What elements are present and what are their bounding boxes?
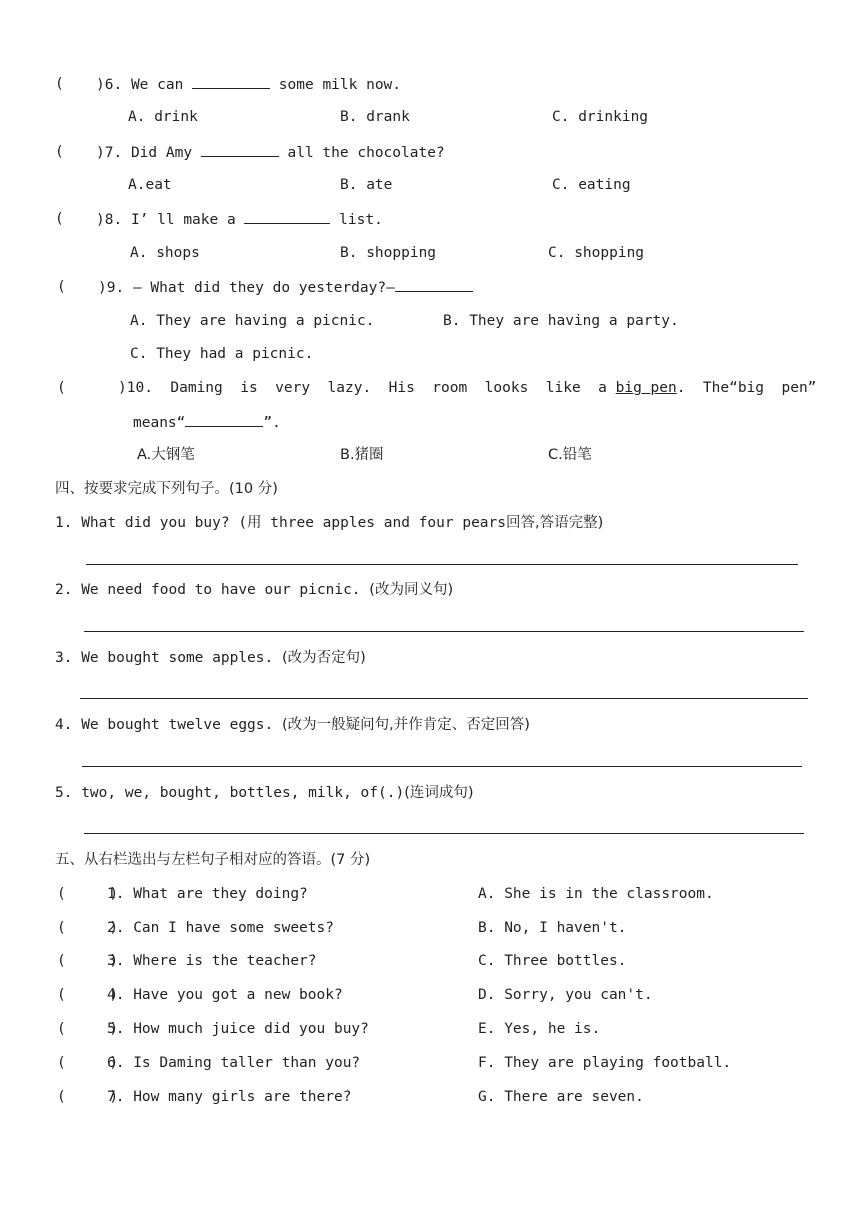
q6-option-c: C. drinking (552, 109, 649, 125)
q8-option-b: B. shopping (340, 245, 437, 261)
q10-underlined-phrase: big pen (615, 380, 677, 396)
s5-left-7: 7. How many girls are there? (107, 1089, 352, 1105)
q8-paren: ( (55, 211, 64, 227)
q6-option-b: B. drank (340, 109, 410, 125)
q8-number: )8. (96, 212, 123, 228)
q9-option-c: C. They had a picnic. (130, 346, 314, 362)
q8-option-c: C. shopping (548, 245, 645, 261)
s5-paren-6: ( ) (57, 1055, 119, 1071)
s5-paren-4: ( ) (57, 987, 119, 1003)
q10-option-a: A.大钢笔 (137, 447, 195, 463)
q6-blank[interactable] (192, 75, 270, 89)
s5-right-a: A. She is in the classroom. (478, 886, 714, 902)
q10-means-line (133, 413, 281, 432)
q7-option-a: A.eat (128, 177, 172, 193)
s4-item-2 (55, 581, 453, 599)
s4-item-3-en: 3. We bought some apples. (55, 650, 282, 666)
s4-answer-line-4[interactable] (82, 766, 802, 767)
q8-line (96, 210, 383, 229)
q6-text-post: some milk now. (278, 77, 402, 93)
q9-option-b: B. They are having a party. (443, 313, 679, 329)
s4-item-1-en: 1. What did you buy? (用 three apples and four pears (55, 515, 506, 531)
q7-number: )7. (96, 145, 123, 161)
q10-option-b: B.猪圈 (340, 447, 384, 463)
q7-text-pre: Did Amy (130, 145, 193, 161)
q10-blank[interactable] (185, 413, 263, 427)
q8-blank[interactable] (244, 210, 330, 224)
s4-item-3 (55, 649, 366, 667)
s5-paren-2: ( ) (57, 920, 119, 936)
s5-left-3: 3. Where is the teacher? (107, 953, 317, 969)
s5-right-c: C. Three bottles. (478, 953, 627, 969)
section4-heading: 四、按要求完成下列句子。(10 分) (55, 481, 278, 497)
s4-item-4 (55, 716, 530, 734)
q7-option-b: B. ate (340, 177, 393, 193)
s4-item-5-en: 5. two, we, bought, bottles, milk, of(.) (55, 785, 405, 801)
s4-item-3-zh: (改为否定句) (281, 650, 366, 666)
q10-means-pre: means“ (133, 415, 186, 431)
s5-right-b: B. No, I haven't. (478, 920, 627, 936)
q10-text-pre: Daming is very lazy. His room looks like a (170, 380, 607, 396)
s4-item-2-en: 2. We need food to have our picnic. (55, 582, 370, 598)
section5-heading: 五、从右栏选出与左栏句子相对应的答语。(7 分) (55, 852, 371, 868)
s5-right-f: F. They are playing football. (478, 1055, 732, 1071)
q6-line (96, 75, 401, 94)
s5-right-d: D. Sorry, you can't. (478, 987, 653, 1003)
q9-option-a: A. They are having a picnic. (130, 313, 375, 329)
s4-answer-line-3[interactable] (80, 698, 808, 699)
q9-text: — What did they do yesterday?— (132, 280, 395, 296)
s4-item-4-zh: (改为一般疑问句,并作肯定、否定回答) (281, 717, 530, 733)
q8-text-post: list. (339, 212, 383, 228)
s4-item-5 (55, 784, 474, 802)
q7-line (96, 143, 445, 162)
q9-line (98, 278, 473, 297)
s5-left-5: 5. How much juice did you buy? (107, 1021, 369, 1037)
s5-paren-1: ( ) (57, 886, 119, 902)
s4-answer-line-2[interactable] (84, 631, 804, 632)
s5-right-e: E. Yes, he is. (478, 1021, 601, 1037)
s4-answer-line-5[interactable] (84, 833, 804, 834)
q9-paren: ( (57, 279, 66, 295)
s4-item-1 (55, 514, 603, 532)
q10-paren: ( (57, 380, 66, 396)
q7-text-post: all the chocolate? (287, 145, 445, 161)
q7-paren: ( (55, 144, 64, 160)
s5-left-2: 2. Can I have some sweets? (107, 920, 334, 936)
q6-option-a: A. drink (128, 109, 198, 125)
q8-text-pre: I’ ll make a (130, 212, 236, 228)
s5-left-4: 4. Have you got a new book? (107, 987, 343, 1003)
q7-option-c: C. eating (552, 177, 631, 193)
q10-number: )10. (118, 380, 153, 396)
q10-means-post: ”. (263, 415, 281, 431)
s5-paren-7: ( ) (57, 1089, 119, 1105)
s4-item-2-zh: (改为同义句) (369, 582, 454, 598)
s5-left-6: 6. Is Daming taller than you? (107, 1055, 361, 1071)
q6-number: )6. (96, 77, 123, 93)
q10-text-post: . The“big pen” (676, 380, 817, 396)
q9-number: )9. (98, 280, 125, 296)
s5-left-1: 1. What are they doing? (107, 886, 308, 902)
q6-paren: ( (55, 76, 64, 92)
q10-option-c: C.铅笔 (548, 447, 592, 463)
q6-text-pre: We can (130, 77, 184, 93)
s5-paren-3: ( ) (57, 953, 119, 969)
q8-option-a: A. shops (130, 245, 200, 261)
q10-line (118, 379, 816, 397)
s4-item-4-en: 4. We bought twelve eggs. (55, 717, 282, 733)
q9-blank[interactable] (395, 278, 473, 292)
s5-paren-5: ( ) (57, 1021, 119, 1037)
s4-item-5-zh: (连词成句) (404, 785, 474, 801)
s4-item-1-zh: 回答,答语完整) (506, 515, 604, 531)
s5-right-g: G. There are seven. (478, 1089, 644, 1105)
s4-answer-line-1[interactable] (86, 564, 798, 565)
q7-blank[interactable] (201, 143, 279, 157)
